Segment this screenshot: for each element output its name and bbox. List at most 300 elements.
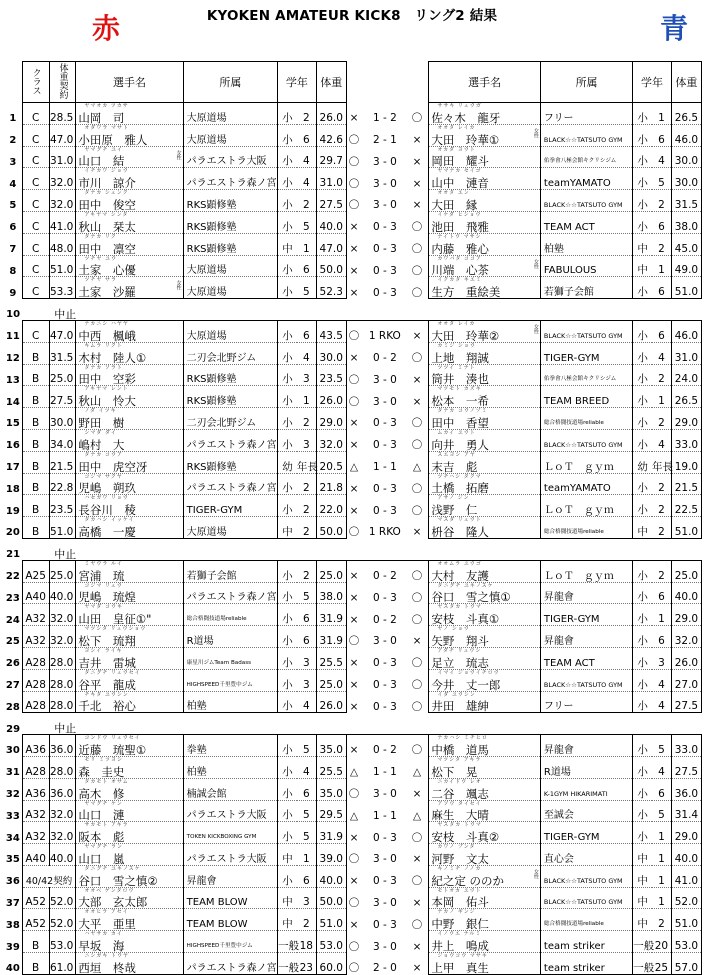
blue-fighter-name-cell — [429, 800, 541, 822]
blue-fighter-furigana: ナイトウ マサシ — [437, 233, 482, 240]
bout-score: 0 - 3 — [372, 221, 397, 234]
red-school-level: 小 — [278, 473, 297, 495]
bout-row — [4, 211, 702, 233]
bout-score: 0 - 3 — [372, 591, 397, 604]
blue-fighter-name-cell — [429, 626, 541, 648]
class-cell: B — [22, 451, 49, 473]
red-result-mark: 〇 — [348, 853, 360, 866]
blue-fighter-name: 紀之定 ののか — [431, 873, 504, 888]
blue-fighter-name-cell — [429, 146, 541, 168]
blue-result-mark: 〇 — [411, 439, 423, 452]
class-cell: C — [22, 211, 49, 233]
red-fighter-name-cell — [76, 495, 183, 517]
red-result-mark: × — [349, 831, 359, 844]
header-red-grade: 学年 — [278, 62, 317, 103]
blue-gym: 総合格闘技道場reliable — [540, 408, 632, 430]
bout-score: 2 - 1 — [372, 134, 397, 147]
red-grade: 3 — [297, 669, 316, 691]
blue-grade: 2 — [652, 233, 671, 255]
red-weight: 51.0 — [316, 909, 346, 931]
weight-class-cell: 40.0 — [49, 844, 76, 866]
red-result-mark: 〇 — [348, 962, 360, 975]
bout-score: 3 - 0 — [372, 373, 397, 386]
red-fighter-name-cell — [76, 669, 183, 691]
blue-gym: team striker — [540, 931, 632, 953]
blue-weight: 25.0 — [671, 560, 701, 582]
blue-fighter-name-cell — [429, 364, 541, 386]
blue-gym: 至誠会 — [540, 800, 632, 822]
blue-school-level: 中 — [633, 865, 652, 887]
red-fighter-name: 秋山 怜大 — [78, 394, 136, 409]
cancelled-label: 中止 — [22, 538, 701, 560]
header-blue-weight: 体重 — [671, 62, 701, 103]
red-gym: 昇龍會 — [183, 865, 277, 887]
blue-grade: 5 — [652, 800, 671, 822]
blue-school-level: 中 — [633, 517, 652, 539]
weight-class-cell: 21.5 — [49, 451, 76, 473]
red-result-mark: × — [349, 679, 359, 692]
blue-weight: 33.0 — [671, 429, 701, 451]
blue-result-mark: × — [412, 788, 422, 800]
red-school-level: 小 — [278, 320, 297, 342]
red-grade: 5 — [297, 800, 316, 822]
blue-school-level: 小 — [633, 168, 652, 190]
bout-score: 0 - 2 — [372, 570, 397, 583]
weight-class-cell: 28.0 — [49, 669, 76, 691]
blue-school-level: 小 — [633, 364, 652, 386]
blue-fighter-name-cell — [429, 778, 541, 800]
class-cell: C — [22, 190, 49, 212]
red-fighter-furigana: ハヤサカ カイ — [84, 931, 123, 938]
red-grade: 1 — [297, 844, 316, 866]
red-fighter-furigana: ノダ イツキ — [84, 408, 117, 415]
red-fighter-furigana: ヤマグチ ケン — [84, 800, 123, 807]
blue-fighter-name-cell — [429, 277, 541, 299]
blue-fighter-name: 筒井 湊也 — [431, 372, 489, 387]
blue-weight: 36.0 — [671, 778, 701, 800]
red-fighter-furigana: ヤマグチ ラン — [84, 844, 123, 851]
red-result-mark: 〇 — [348, 788, 360, 800]
blue-fighter-name-cell — [429, 822, 541, 844]
blue-fighter-name-cell — [429, 320, 541, 342]
bout-score: 0 - 2 — [372, 352, 397, 365]
blue-school-level: 小 — [633, 691, 652, 713]
blue-grade: 3 — [652, 647, 671, 669]
red-gym: RKS顕修塾 — [183, 364, 277, 386]
bout-number: 9 — [9, 287, 17, 299]
red-result-mark: × — [349, 570, 359, 583]
red-fighter-furigana: ヤマオカ ツカサ — [84, 103, 129, 109]
class-cell: A25 — [22, 560, 49, 582]
blue-fighter-furigana: イマイ ジョウイチロウ — [437, 669, 500, 676]
red-fighter-name: 大部 玄太郎 — [78, 895, 148, 910]
bout-number: 38 — [5, 919, 20, 931]
bout-number: 4 — [9, 178, 17, 190]
blue-school-level: 小 — [633, 582, 652, 604]
blue-school-level: 小 — [633, 103, 652, 125]
bout-number: 13 — [5, 374, 20, 386]
weight-class-cell: 61.0 — [49, 953, 76, 975]
bout-number: 32 — [5, 789, 20, 800]
red-fighter-name: 小田原 雅人 — [78, 132, 148, 147]
bout-score: 0 - 3 — [372, 243, 397, 256]
red-gym: 拳塾 — [183, 735, 277, 757]
bout-row — [4, 953, 702, 975]
blue-result-mark: 〇 — [411, 744, 423, 757]
bout-score: 3 - 0 — [372, 635, 397, 648]
red-gym: TEAM BLOW — [183, 887, 277, 909]
bout-score: 0 - 2 — [372, 613, 397, 626]
blue-result-mark: 〇 — [411, 613, 423, 626]
red-result-mark: × — [349, 744, 359, 757]
blue-weight: 22.5 — [671, 495, 701, 517]
blue-fighter-name: 田中 香望 — [431, 415, 489, 430]
bout-score: 3 - 0 — [372, 896, 397, 909]
blue-grade: 2 — [652, 560, 671, 582]
red-fighter-furigana: オオベ ゲンタロウ — [84, 887, 135, 894]
blue-gym: team striker — [540, 953, 632, 975]
blue-gym: フリー — [540, 691, 632, 713]
red-grade: 年長 — [297, 451, 316, 473]
blue-gym: BLACK☆☆TATSUTO GYM — [540, 865, 632, 887]
red-fighter-name: 千北 裕心 — [78, 699, 136, 714]
blue-weight: 30.0 — [671, 168, 701, 190]
red-result-mark: 〇 — [348, 896, 360, 909]
blue-fighter-furigana: ササキ リュウガ — [437, 103, 482, 109]
blue-fighter-furigana: タナカ コウノゾミ — [437, 408, 488, 415]
class-cell: A28 — [22, 756, 49, 778]
blue-fighter-furigana: キノミチ ノノカ — [437, 865, 482, 872]
red-weight: 29.7 — [316, 146, 346, 168]
blue-result-mark: × — [412, 940, 422, 953]
bout-row — [4, 429, 702, 451]
red-result-mark: × — [349, 264, 359, 277]
red-result-mark: 〇 — [348, 526, 360, 539]
weight-class-cell: 48.0 — [49, 233, 76, 255]
bout-number: 36 — [5, 876, 20, 888]
red-grade: 6 — [297, 124, 316, 146]
blue-grade: 6 — [652, 320, 671, 342]
weight-class-cell: 52.0 — [49, 909, 76, 931]
blue-fighter-name-cell — [429, 342, 541, 364]
red-fighter-furigana: ツチヤ サラ — [84, 277, 117, 284]
red-result-mark: 〇 — [348, 373, 360, 386]
class-cell: C — [22, 168, 49, 190]
blue-gym: 昇龍會 — [540, 735, 632, 757]
red-fighter-name: 阪本 彪 — [78, 830, 125, 845]
bout-score: 0 - 3 — [372, 417, 397, 430]
red-fighter-name-cell — [76, 451, 183, 473]
blue-grade: 2 — [652, 364, 671, 386]
blue-result-mark: × — [412, 962, 422, 975]
bout-row — [4, 735, 702, 757]
blue-grade: 6 — [652, 582, 671, 604]
red-grade: 18 — [297, 931, 316, 953]
red-weight: 25.0 — [316, 560, 346, 582]
red-grade: 6 — [297, 255, 316, 277]
blue-fighter-furigana: イダ ユウシン — [437, 691, 476, 698]
blue-fighter-name: 河野 文太 — [431, 851, 489, 866]
class-cell: A36 — [22, 735, 49, 757]
red-result-mark: 〇 — [348, 155, 360, 168]
bout-number: 34 — [5, 832, 20, 844]
blue-gym: TEAM ACT — [540, 211, 632, 233]
red-school-level: 小 — [278, 211, 297, 233]
red-grade: 5 — [297, 277, 316, 299]
blue-fighter-name: 生方 重絵美 — [431, 285, 501, 300]
bout-score: 1 RKO — [368, 330, 401, 343]
red-grade: 6 — [297, 320, 316, 342]
blue-fighter-name-cell — [429, 647, 541, 669]
red-fighter-name-cell — [76, 408, 183, 430]
blue-school-level: 小 — [633, 473, 652, 495]
bout-number: 22 — [5, 571, 20, 583]
blue-grade: 6 — [652, 124, 671, 146]
blue-fighter-name: 井田 雄紳 — [431, 699, 489, 714]
bout-row — [4, 146, 702, 168]
red-fighter-name-cell — [76, 865, 183, 887]
blue-weight: 51.0 — [671, 277, 701, 299]
red-result-mark: × — [349, 112, 359, 125]
red-result-mark: × — [349, 352, 359, 365]
blue-result-mark: △ — [412, 766, 422, 779]
bout-number: 26 — [5, 658, 20, 670]
red-school-level: 小 — [278, 277, 297, 299]
weight-class-cell: 36.0 — [49, 778, 76, 800]
blue-result-mark: △ — [412, 461, 422, 474]
red-fighter-furigana: シマダ ダイ — [84, 429, 117, 436]
blue-result-mark: 〇 — [411, 243, 423, 256]
red-gym: 楠誠会館 — [183, 778, 277, 800]
blue-gym: TIGER-GYM — [540, 604, 632, 626]
red-fighter-name-cell — [76, 277, 183, 299]
blue-result-mark: 〇 — [411, 417, 423, 430]
red-weight: 50.0 — [316, 255, 346, 277]
bout-score: 1 - 1 — [372, 809, 397, 822]
header-red-gym: 所属 — [183, 62, 277, 103]
blue-fighter-furigana: ニカイドウ レオ — [437, 778, 482, 785]
class-cell: B — [22, 931, 49, 953]
bout-number: 10 — [6, 309, 21, 321]
blue-result-mark: 〇 — [411, 875, 423, 888]
blue-grade: 2 — [652, 408, 671, 430]
blue-school-level: 中 — [633, 887, 652, 909]
bout-score: 3 - 0 — [372, 199, 397, 212]
red-fighter-name-cell — [76, 953, 183, 975]
bout-number: 24 — [5, 614, 20, 626]
blue-grade: 4 — [652, 342, 671, 364]
blue-fighter-furigana: タニグチ ユキノスケ — [437, 582, 494, 589]
blue-weight: 38.0 — [671, 211, 701, 233]
bout-number: 31 — [5, 767, 20, 779]
red-weight: 29.0 — [316, 408, 346, 430]
red-result-mark: × — [349, 700, 359, 713]
blue-fighter-name: 川端 心茶 — [431, 263, 489, 278]
blue-grade: 1 — [652, 844, 671, 866]
red-grade: 1 — [297, 386, 316, 408]
weight-class-cell: 23.5 — [49, 495, 76, 517]
red-school-level: 小 — [278, 124, 297, 146]
red-grade: 4 — [297, 756, 316, 778]
red-fighter-furigana: コジマ リュウ — [84, 582, 123, 589]
blue-grade: 1 — [652, 822, 671, 844]
weight-class-cell: 28.5 — [49, 103, 76, 125]
red-fighter-name: 児嶋 朔玖 — [78, 481, 136, 496]
weight-class-cell: 28.0 — [49, 691, 76, 713]
blue-result-mark: 〇 — [411, 831, 423, 844]
bout-number: 35 — [5, 854, 20, 866]
red-fighter-name: 谷平 龍成 — [78, 677, 136, 692]
bout-number: 37 — [5, 897, 20, 909]
red-fighter-name-cell — [76, 800, 183, 822]
blue-fighter-furigana: ナカノ ギンジ — [437, 909, 476, 916]
bout-row — [4, 582, 702, 604]
bout-number: 39 — [5, 941, 20, 953]
blue-fighter-name: 枡谷 隆人 — [431, 524, 489, 539]
bout-score: 0 - 3 — [372, 679, 397, 692]
red-grade: 23 — [297, 953, 316, 975]
red-fighter-name: 中西 楓峨 — [78, 328, 136, 343]
blue-fighter-furigana: モトオカ ユウト — [437, 887, 482, 894]
blue-gym: K-1GYM HIKARIMATI — [540, 778, 632, 800]
blue-gym: FABULOUS — [540, 255, 632, 277]
blue-school-level: 小 — [633, 800, 652, 822]
red-gym: パラエストラ森ノ宮 — [183, 168, 277, 190]
red-weight: 32.0 — [316, 429, 346, 451]
blue-gym: 佑拳會八極会館キクリシジム — [540, 146, 632, 168]
blue-fighter-name-cell — [429, 560, 541, 582]
red-fighter-name-cell — [76, 386, 183, 408]
red-fighter-name: 木村 陸人① — [78, 350, 147, 365]
blue-fighter-furigana: ヤスタカ トウマ — [437, 822, 482, 829]
red-fighter-name-cell — [76, 735, 183, 757]
red-weight: 31.9 — [316, 822, 346, 844]
red-grade: 2 — [297, 103, 316, 125]
red-fighter-name-cell — [76, 255, 183, 277]
blue-grade: 2 — [652, 909, 671, 931]
red-gym: 大原道場 — [183, 517, 277, 539]
blue-school-level: 小 — [633, 277, 652, 299]
bout-number: 21 — [6, 549, 21, 561]
red-fighter-name: 早坂 海 — [78, 939, 125, 954]
red-gym: 柏塾 — [183, 691, 277, 713]
blue-school-level: 小 — [633, 604, 652, 626]
weight-class-cell: 27.5 — [49, 386, 76, 408]
red-result-mark: × — [349, 417, 359, 430]
weight-class-cell: 25.0 — [49, 364, 76, 386]
blue-fighter-name: 谷口 雪之慎① — [431, 590, 511, 605]
class-cell: C — [22, 277, 49, 299]
red-result-mark: × — [349, 875, 359, 888]
blue-weight: 40.0 — [671, 582, 701, 604]
red-grade: 3 — [297, 647, 316, 669]
red-result-mark: 〇 — [348, 330, 360, 343]
blue-school-level: 中 — [633, 255, 652, 277]
blue-weight: 49.0 — [671, 255, 701, 277]
red-result-mark: 〇 — [348, 177, 360, 190]
bout-score: 1 RKO — [368, 526, 401, 539]
red-fighter-furigana: オオヒラ アセイ — [84, 909, 129, 916]
blue-grade: 2 — [652, 517, 671, 539]
red-female-tag: 女性 — [175, 280, 182, 291]
bout-score: 0 - 3 — [372, 831, 397, 844]
red-gym: 二刃会北野ジム — [183, 342, 277, 364]
header-weight-class: 体重契約 — [57, 63, 68, 99]
blue-fighter-name: 向井 勇人 — [431, 437, 489, 452]
blue-grade: 2 — [652, 473, 671, 495]
blue-weight: 26.0 — [671, 647, 701, 669]
blue-fighter-furigana: ジョウコウ マサキ — [437, 953, 488, 960]
class-cell: 40/42契約 — [22, 865, 76, 887]
red-result-mark: 〇 — [348, 635, 360, 648]
blue-fighter-furigana: オオムラ ユウゴ — [437, 560, 482, 567]
red-weight: 53.0 — [316, 931, 346, 953]
blue-fighter-name-cell — [429, 255, 541, 277]
blue-result-mark: × — [412, 526, 422, 539]
blue-school-level: 小 — [633, 626, 652, 648]
blue-result-mark: × — [412, 853, 422, 866]
blue-fighter-name: 矢野 翔斗 — [431, 633, 489, 648]
red-fighter-name-cell — [76, 560, 183, 582]
red-grade: 4 — [297, 146, 316, 168]
red-fighter-name: 長谷川 稜 — [78, 503, 136, 518]
red-fighter-name: 嶋村 大 — [78, 437, 125, 452]
class-cell: A40 — [22, 844, 49, 866]
bout-number: 7 — [9, 244, 17, 256]
blue-fighter-name-cell — [429, 124, 541, 146]
red-result-mark: 〇 — [348, 199, 360, 212]
red-result-mark: × — [349, 591, 359, 604]
blue-fighter-name: 本岡 佑斗 — [431, 895, 489, 910]
red-fighter-name-cell — [76, 844, 183, 866]
blue-fighter-name: 安枝 斗真① — [431, 612, 500, 627]
blue-weight: 57.0 — [671, 953, 701, 975]
blue-grade: 4 — [652, 146, 671, 168]
red-weight: 31.9 — [316, 626, 346, 648]
bout-number: 17 — [5, 462, 20, 474]
cancelled-label: 中止 — [22, 713, 701, 735]
blue-gym: 昇龍會 — [540, 582, 632, 604]
bout-number: 18 — [5, 483, 20, 495]
bout-number: 20 — [5, 527, 20, 539]
bout-row — [4, 124, 702, 146]
blue-gym: BLACK☆☆TATSUTO GYM — [540, 124, 632, 146]
blue-result-mark: 〇 — [411, 352, 423, 365]
bout-score: 3 - 0 — [372, 788, 397, 800]
red-weight: 31.0 — [316, 168, 346, 190]
red-gym: 若獅子会館 — [183, 560, 277, 582]
class-cell: B — [22, 953, 49, 975]
red-fighter-name: 田中 俊空 — [78, 197, 136, 212]
cancelled-row — [4, 299, 702, 321]
bout-row — [4, 865, 702, 887]
red-result-mark: × — [349, 286, 359, 299]
blue-fighter-name-cell — [429, 211, 541, 233]
red-weight: 23.5 — [316, 364, 346, 386]
blue-grade: 1 — [652, 103, 671, 125]
red-fighter-name-cell — [76, 931, 183, 953]
bout-score: 3 - 0 — [372, 853, 397, 866]
blue-weight: 46.0 — [671, 320, 701, 342]
blue-result-mark: 〇 — [411, 264, 423, 277]
bout-row — [4, 756, 702, 778]
red-gym: 大原道場 — [183, 277, 277, 299]
red-fighter-name-cell — [76, 190, 183, 212]
red-fighter-name: 大平 亜里 — [78, 917, 136, 932]
bout-score: 2 - 0 — [372, 962, 397, 975]
red-grade: 1 — [297, 233, 316, 255]
red-gym: 大原道場 — [183, 103, 277, 125]
